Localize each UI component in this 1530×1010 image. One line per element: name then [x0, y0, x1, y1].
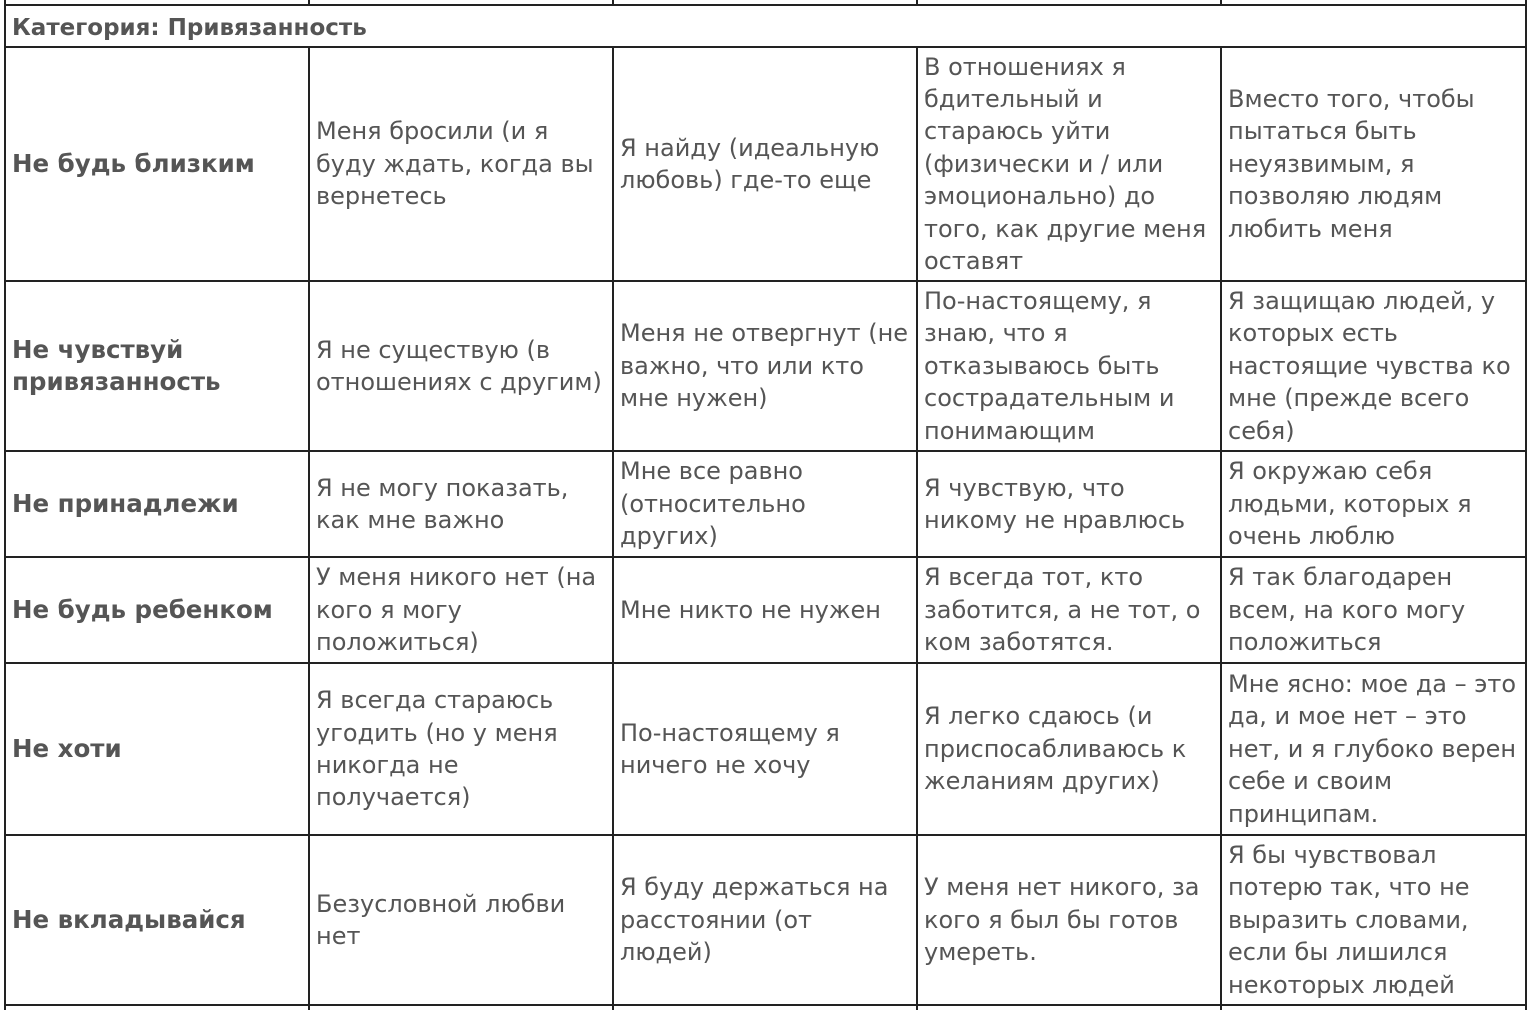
table-cell: В отношениях я бдительный и стараюсь уйти (физически и / или эмоционально) до того, как другие меня оставят [917, 47, 1221, 281]
table-row [5, 557, 1526, 663]
table-cell: Я так благодарен всем, на кого могу положиться [1221, 557, 1526, 663]
table-bottom-edge-row [5, 1005, 1526, 1010]
table-cell: Я не существую (в отношениях с другим) [309, 281, 613, 451]
table-cell: Я легко сдаюсь (и приспосабливаюсь к желаниям других) [917, 663, 1221, 835]
table-cell [5, 1005, 309, 1010]
injunction-cell: Не будь ребенком [5, 557, 309, 663]
table-cell: У меня нет никого, за кого я был бы готов умереть. [917, 835, 1221, 1005]
table-row [5, 451, 1526, 557]
table-cell: Я защищаю людей, у которых есть настоящие чувства ко мне (прежде всего себя) [1221, 281, 1526, 451]
table-row [5, 835, 1526, 1005]
table-row [5, 47, 1526, 281]
table-cell: Вместо того, чтобы пытаться быть неуязвимым, я позволяю людям любить меня [1221, 47, 1526, 281]
table-cell: Я окружаю себя людьми, которых я очень люблю [1221, 451, 1526, 557]
table-cell: Я всегда стараюсь угодить (но у меня никогда не получается) [309, 663, 613, 835]
table-cell: Я бы чувствовал потерю так, что не выразить словами, если бы лишился некоторых людей [1221, 835, 1526, 1005]
category-header-row [5, 5, 1526, 47]
injunction-cell: Не принадлежи [5, 451, 309, 557]
table-cell: По-настоящему я ничего не хочу [613, 663, 917, 835]
table-cell [309, 1005, 613, 1010]
table-cell [917, 1005, 1221, 1010]
table-cell: Меня бросили (и я буду ждать, когда вы вернетесь [309, 47, 613, 281]
injunction-cell: Не чувствуй привязанность [5, 281, 309, 451]
injunctions-table [4, 0, 1527, 1010]
table-row [5, 281, 1526, 451]
injunction-cell: Не будь близким [5, 47, 309, 281]
category-header: Категория: Привязанность [5, 5, 1526, 47]
table-cell: Меня не отвергнут (не важно, что или кто мне нужен) [613, 281, 917, 451]
table-cell: Я всегда тот, кто заботится, а не тот, о ком заботятся. [917, 557, 1221, 663]
table-cell: У меня никого нет (на кого я могу положиться) [309, 557, 613, 663]
table-cell: Я не могу показать, как мне важно [309, 451, 613, 557]
table-row [5, 663, 1526, 835]
injunction-cell: Не вкладывайся [5, 835, 309, 1005]
table-cell: Я буду держаться на расстоянии (от людей) [613, 835, 917, 1005]
table-cell: Безусловной любви нет [309, 835, 613, 1005]
table-cell [1221, 1005, 1526, 1010]
injunctions-table-container [4, 0, 1525, 1010]
table-cell: Я найду (идеальную любовь) где-то еще [613, 47, 917, 281]
table-cell: Мне никто не нужен [613, 557, 917, 663]
table-cell [613, 1005, 917, 1010]
table-cell: Мне ясно: мое да – это да, и мое нет – это нет, и я глубоко верен себе и своим принципам. [1221, 663, 1526, 835]
injunction-cell: Не хоти [5, 663, 309, 835]
table-cell: По-настоящему, я знаю, что я отказываюсь быть сострадательным и понимающим [917, 281, 1221, 451]
table-cell: Я чувствую, что никому не нравлюсь [917, 451, 1221, 557]
table-cell: Мне все равно (относительно других) [613, 451, 917, 557]
